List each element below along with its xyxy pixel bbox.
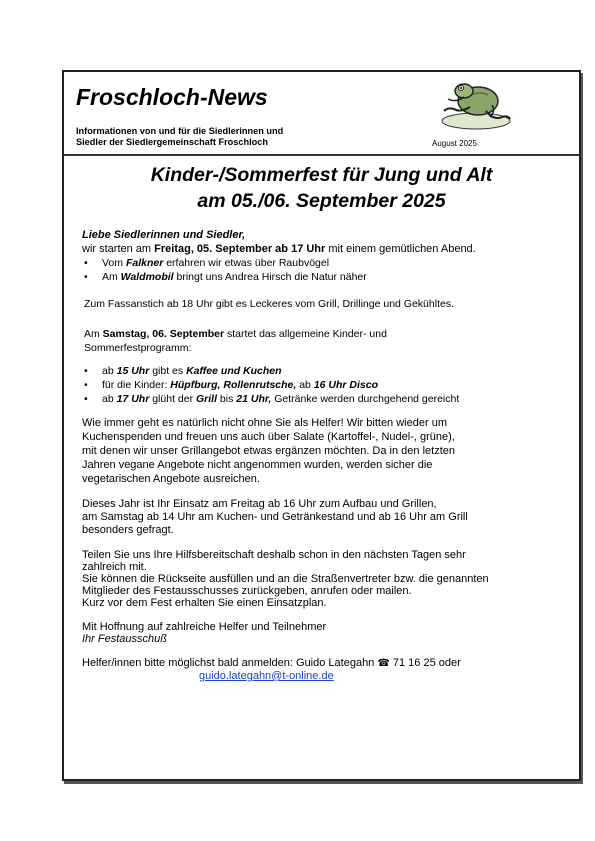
contact-pre: Helfer/innen bitte möglichst bald anmelden: Guido Lategahn — [82, 657, 378, 669]
saturday-line-2: Sommerfestprogramm: — [84, 342, 192, 354]
headline-line-1: Kinder-/Sommerfest für Jung und Alt — [150, 164, 493, 186]
friday-bullet-1: • Vom Falkner erfahren wir etwas über Raubvögel — [84, 257, 330, 269]
b-bold: Kaffee und Kuchen — [186, 365, 282, 377]
saturday-bullet-3: • ab 17 Uhr glüht der Grill bis 21 Uhr, Getränke werden durchgehend gereicht — [84, 393, 460, 405]
paragraph-3-line-5: Kurz vor dem Fest erhalten Sie einen Einsatzplan. — [82, 597, 327, 609]
newsletter-subtitle — [76, 126, 376, 148]
subtitle-line-1: Informationen von und für die Siedlerinnen und — [76, 126, 284, 136]
b-pre: ab — [102, 365, 117, 377]
bullet-bold: Falkner — [125, 257, 164, 269]
b-bold: 17 Uhr — [116, 393, 150, 405]
b-bold: 21 Uhr, — [236, 393, 272, 405]
fassanstich: Zum Fassanstich ab 18 Uhr gibt es Leckeres vom Grill, Drillinge und Gekühltes. — [84, 298, 454, 310]
friday-post: mit einem gemütlichen Abend. — [325, 243, 476, 255]
newsletter-header — [64, 72, 579, 156]
saturday-bullet-1: • ab 15 Uhr gibt es Kaffee und Kuchen — [84, 365, 282, 377]
b-mid: glüht der — [149, 393, 196, 405]
b-pre: ab — [102, 393, 117, 405]
saturday-bullet-2: • für die Kinder: Hüpfburg, Rollenrutsche, ab 16 Uhr Disco — [84, 379, 379, 391]
issue-date: August 2025 — [432, 139, 477, 148]
saturday-intro — [84, 328, 387, 341]
paragraph-1-line-5: vegetarischen Angebote ausreichen. — [82, 473, 260, 485]
newsletter-frame — [62, 70, 581, 781]
b-mid: bis — [217, 393, 237, 405]
paragraph-1-line-4: Jahren vegane Angebote nicht angenommen wurden, werden sicher die — [82, 459, 433, 471]
b-bold: Grill — [196, 393, 218, 405]
b-mid: gibt es — [149, 365, 187, 377]
paragraph-2-line-1: Dieses Jahr ist Ihr Einsatz am Freitag ab 16 Uhr zum Aufbau und Grillen, — [82, 498, 437, 510]
b-mid: ab — [296, 379, 314, 391]
contact-line — [82, 657, 461, 670]
friday-bullet-2: • Am Waldmobil bringt uns Andrea Hirsch die Natur näher — [84, 271, 367, 283]
bullet-bold: Waldmobil — [120, 271, 174, 283]
contact-email-link[interactable]: guido.lategahn@t-online.de — [199, 670, 334, 682]
paragraph-3-line-2: zahlreich mit. — [82, 561, 147, 573]
subtitle-line-2: Siedler der Siedlergemeinschaft Froschloch — [76, 137, 268, 147]
saturday-pre: Am — [84, 328, 103, 340]
paragraph-1-line-2: Kuchenspenden und freuen uns auch über Salate (Kartoffel-, Nudel-, grüne), — [82, 431, 455, 443]
headline-line-2: am 05./06. September 2025 — [197, 190, 446, 212]
b-bold: 15 Uhr — [116, 365, 150, 377]
paragraph-3-line-4: Mitglieder des Festausschusses zurückgeben, anrufen oder mailen. — [82, 585, 412, 597]
bullet-pre: Vom — [102, 257, 126, 269]
saturday-date: Samstag, 06. September — [102, 328, 225, 340]
paragraph-2-line-3: besonders gefragt. — [82, 524, 174, 536]
paragraph-1-line-3: mit denen wir unser Grillangebot etwas ergänzen möchten. Da in den letzten — [82, 445, 455, 457]
b-bold: 16 Uhr Disco — [313, 379, 379, 391]
paragraph-1-line-1: Wie immer geht es natürlich nicht ohne Sie als Helfer! Wir bitten wieder um — [82, 417, 447, 429]
saturday-post: startet das allgemeine Kinder- und — [224, 328, 387, 340]
closing: Mit Hoffnung auf zahlreiche Helfer und Teilnehmer — [82, 621, 327, 633]
signature: Ihr Festausschuß — [82, 633, 167, 645]
friday-date: Freitag, 05. September ab 17 Uhr — [154, 243, 326, 255]
paragraph-2-line-2: am Samstag ab 14 Uhr am Kuchen- und Getränkestand und ab 16 Uhr am Grill — [82, 511, 468, 523]
headline — [64, 162, 579, 214]
bullet-post: bringt uns Andrea Hirsch die Natur näher — [173, 271, 367, 283]
b-bold: Hüpfburg, Rollenrutsche, — [170, 379, 297, 391]
bullet-post: erfahren wir etwas über Raubvögel — [163, 257, 330, 269]
contact-phone: 71 16 25 oder — [389, 657, 461, 669]
frog-logo-icon — [434, 77, 514, 133]
newsletter-title: Froschloch-News — [76, 84, 268, 110]
paragraph-3-line-1: Teilen Sie uns Ihre Hilfsbereitschaft deshalb schon in den nächsten Tagen sehr — [82, 549, 466, 561]
b-pre: für die Kinder: — [102, 379, 171, 391]
friday-intro — [82, 243, 476, 256]
friday-pre: wir starten am — [82, 243, 155, 255]
paragraph-3-line-3: Sie können die Rückseite ausfüllen und an die Straßenvertreter bzw. die genannten — [82, 573, 489, 585]
bullet-pre: Am — [102, 271, 121, 283]
phone-icon: ☎ — [377, 658, 390, 669]
greeting: Liebe Siedlerinnen und Siedler, — [82, 229, 246, 241]
b-post: Getränke werden durchgehend gereicht — [271, 393, 460, 405]
